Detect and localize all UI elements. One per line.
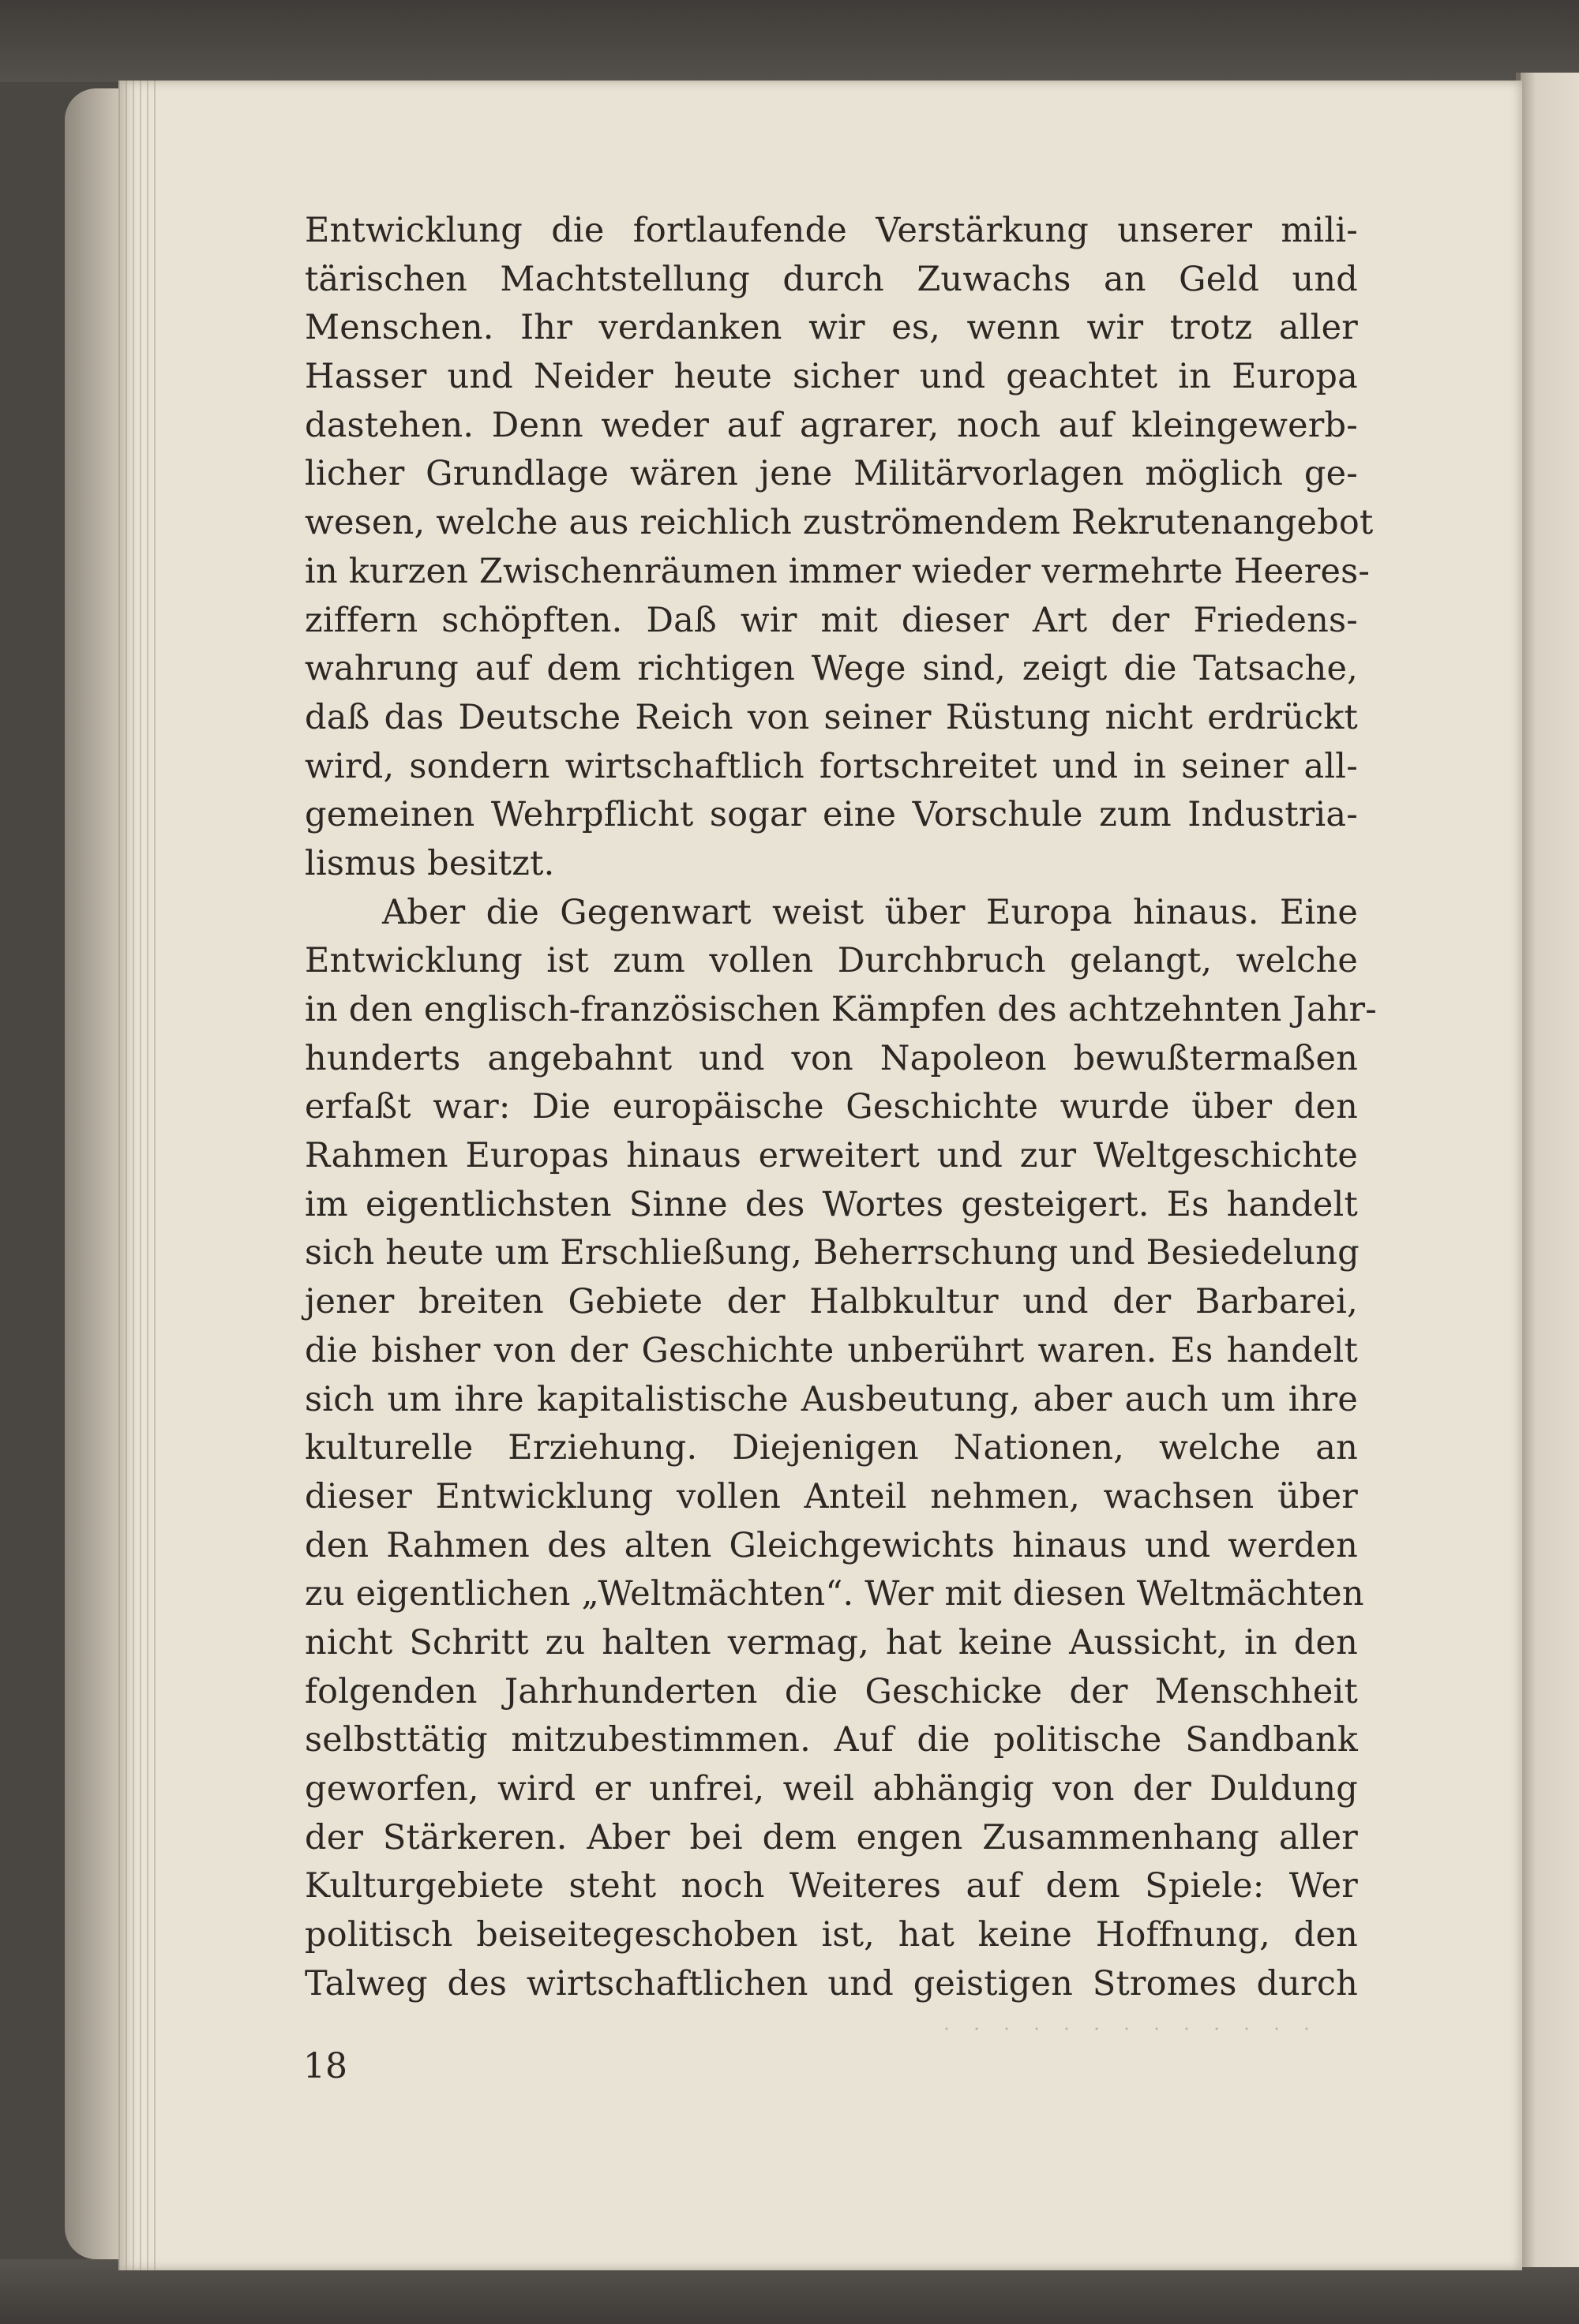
text-line: politisch beiseitegeschoben ist, hat keine Hoffnung, den [305, 1915, 1358, 1955]
text-line: daß das Deutsche Reich von seiner Rüstung nicht erdrückt [305, 697, 1358, 737]
adjacent-page-edge [1517, 73, 1579, 2267]
text-line: in den englisch-französischen Kämpfen des achtzehnten Jahr- [305, 990, 1378, 1029]
text-line: wesen, welche aus reichlich zuströmendem Rekrutenangebot [305, 503, 1374, 543]
text-line: hunderts angebahnt und von Napoleon bewußtermaßen [305, 1038, 1358, 1078]
page-stack-edges [118, 81, 158, 2270]
text-line: licher Grundlage wären jene Militärvorlagen möglich ge- [305, 454, 1358, 494]
text-line: Menschen. Ihr verdanken wir es, wenn wir trotz aller [305, 308, 1358, 348]
text-line: Rahmen Europas hinaus erweitert und zur Weltgeschichte [305, 1136, 1358, 1176]
text-line: gemeinen Wehrpflicht sogar eine Vorschule zum Industria- [305, 795, 1358, 835]
body-text [305, 207, 1378, 2008]
text-line: dastehen. Denn weder auf agrarer, noch auf kleingewerb- [305, 405, 1358, 445]
text-line: den Rahmen des alten Gleichgewichts hinaus und werden [305, 1525, 1358, 1565]
text-line: der Stärkeren. Aber bei dem engen Zusammenhang aller [305, 1817, 1358, 1857]
text-line: selbsttätig mitzubestimmen. Auf die politische Sandbank [305, 1720, 1358, 1760]
text-line: jener breiten Gebiete der Halbkultur und der Barbarei, [305, 1282, 1358, 1322]
text-line: kulturelle Erziehung. Diejenigen Nationen, welche an [305, 1428, 1358, 1468]
paragraph-end-line: lismus besitzt. [305, 843, 555, 883]
text-line: tärischen Machtstellung durch Zuwachs an Geld und [305, 259, 1358, 299]
text-line: dieser Entwicklung vollen Anteil nehmen, wachsen über [305, 1476, 1358, 1516]
text-line: Kulturgebiete steht noch Weiteres auf dem Spiele: Wer [305, 1866, 1358, 1906]
page-number: 18 [303, 2046, 347, 2086]
text-line: wird, sondern wirtschaftlich fortschreitet und in seiner all- [305, 746, 1358, 786]
text-line: in kurzen Zwischenräumen immer wieder vermehrte Heeres- [305, 551, 1371, 591]
text-line: die bisher von der Geschichte unberührt waren. Es handelt [305, 1330, 1358, 1370]
text-line: Entwicklung ist zum vollen Durchbruch gelangt, welche [305, 941, 1358, 981]
paper-specks [932, 2021, 1326, 2037]
text-line: im eigentlichsten Sinne des Wortes gesteigert. Es handelt [305, 1184, 1358, 1224]
text-line: zu eigentlichen „Weltmächten“. Wer mit diesen Weltmächten [305, 1574, 1364, 1614]
text-line: ziffern schöpften. Daß wir mit dieser Art der Friedens- [305, 600, 1358, 640]
text-line: sich um ihre kapitalistische Ausbeutung, aber auch um ihre [305, 1379, 1358, 1419]
text-line: erfaßt war: Die europäische Geschichte wurde über den [305, 1087, 1358, 1127]
paragraph-start-line: Aber die Gegenwart weist über Europa hinaus. Eine [382, 892, 1358, 932]
text-line: Entwicklung die fortlaufende Verstärkung unserer mili- [305, 211, 1358, 250]
text-line: folgenden Jahrhunderten die Geschicke der Menschheit [305, 1671, 1358, 1711]
text-line: Talweg des wirtschaftlichen und geistigen Stromes durch [305, 1963, 1358, 2004]
text-line: nicht Schritt zu halten vermag, hat keine Aussicht, in den [305, 1622, 1358, 1662]
text-line: Hasser und Neider heute sicher und geachtet in Europa [305, 357, 1358, 397]
text-line: wahrung auf dem richtigen Wege sind, zeigt die Tatsache, [305, 649, 1358, 689]
text-line: geworfen, wird er unfrei, weil abhängig von der Duldung [305, 1769, 1358, 1809]
text-line: sich heute um Erschließung, Beherrschung und Besiedelung [305, 1233, 1360, 1273]
scan-background-top [0, 0, 1579, 82]
